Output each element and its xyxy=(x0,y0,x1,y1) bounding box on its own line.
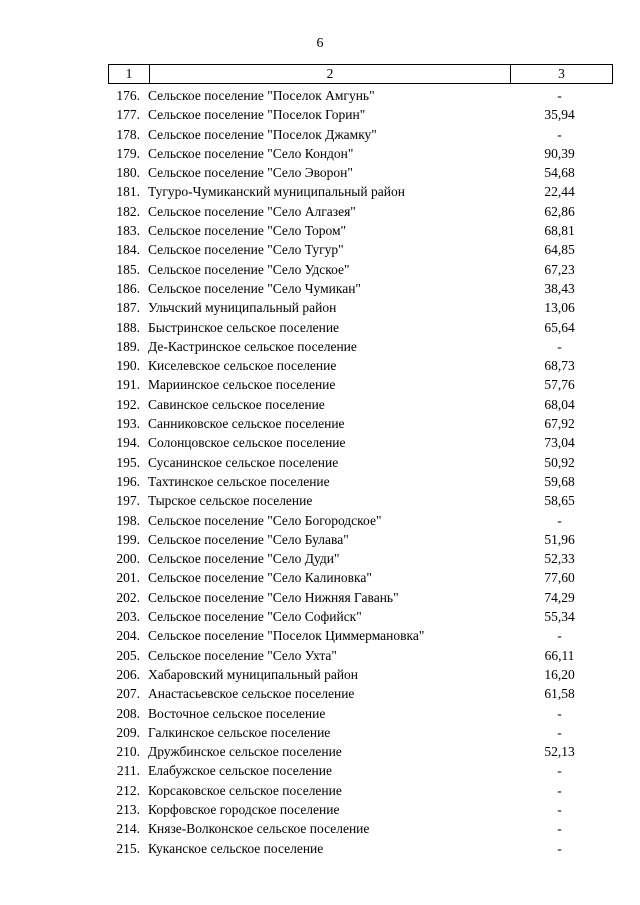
row-name: Сельское поселение "Поселок Циммермановка" xyxy=(148,628,425,644)
row-number: 180. xyxy=(116,165,140,181)
row-name: Восточное сельское поселение xyxy=(148,705,326,721)
row-number: 211. xyxy=(116,763,140,779)
row-number: 181. xyxy=(116,184,140,200)
row-name: Быстринское сельское поселение xyxy=(148,319,340,335)
row-number: 195. xyxy=(116,454,140,470)
row-value: 65,64 xyxy=(544,319,575,335)
table-row xyxy=(108,646,611,665)
row-value: 68,81 xyxy=(544,223,575,239)
table-row xyxy=(108,588,611,607)
row-name: Куканское сельское поселение xyxy=(148,840,324,856)
row-number: 177. xyxy=(116,107,140,123)
row-number: 201. xyxy=(116,570,140,586)
row-value: - xyxy=(557,801,562,817)
table-row xyxy=(108,144,611,163)
table-row xyxy=(108,318,611,337)
page-number: 6 xyxy=(316,36,324,51)
row-number: 214. xyxy=(116,821,140,837)
row-number: 206. xyxy=(116,666,140,682)
row-value: 68,73 xyxy=(544,358,575,374)
table-row xyxy=(108,742,611,761)
row-number: 190. xyxy=(116,358,140,374)
row-number: 176. xyxy=(116,88,140,103)
row-number: 187. xyxy=(116,300,140,316)
row-value: 57,76 xyxy=(544,377,575,393)
table-row xyxy=(108,781,611,800)
table-row xyxy=(108,125,611,144)
row-number: 212. xyxy=(116,782,140,798)
row-name: Сусанинское сельское поселение xyxy=(148,454,339,470)
row-value: - xyxy=(557,840,562,856)
column-header-3: 3 xyxy=(511,65,613,84)
row-value: 54,68 xyxy=(544,165,575,181)
table-row xyxy=(108,704,611,723)
table-row xyxy=(108,298,611,317)
row-number: 202. xyxy=(116,589,140,605)
row-number: 208. xyxy=(116,705,140,721)
row-name: Князе-Волконское сельское поселение xyxy=(148,821,370,837)
table-row xyxy=(108,530,611,549)
row-value: - xyxy=(557,338,562,354)
row-name: Де-Кастринское сельское поселение xyxy=(148,338,357,354)
row-number: 179. xyxy=(116,145,140,161)
column-header-1: 1 xyxy=(109,65,150,84)
row-number: 196. xyxy=(116,473,140,489)
table-row xyxy=(108,839,611,858)
row-value: - xyxy=(557,705,562,721)
row-value: - xyxy=(557,763,562,779)
table-row xyxy=(108,723,611,742)
column-header-table xyxy=(108,64,613,84)
row-value: 50,92 xyxy=(544,454,575,470)
row-name: Сельское поселение "Село Тором" xyxy=(148,223,347,239)
row-value: 77,60 xyxy=(544,570,575,586)
row-value: 16,20 xyxy=(544,666,575,682)
row-number: 209. xyxy=(116,724,140,740)
row-value: 61,58 xyxy=(544,686,575,702)
row-value: 58,65 xyxy=(544,493,575,509)
row-name: Анастасьевское сельское поселение xyxy=(148,686,355,702)
row-value: 59,68 xyxy=(544,473,575,489)
row-name: Дружбинское сельское поселение xyxy=(148,744,342,760)
table-row xyxy=(108,568,611,587)
row-value: 67,92 xyxy=(544,416,575,432)
table-row xyxy=(108,202,611,221)
row-name: Сельское поселение "Село Булава" xyxy=(148,531,349,547)
row-value: 90,39 xyxy=(544,145,575,161)
table-row xyxy=(108,163,611,182)
row-name: Ульчский муниципальный район xyxy=(148,300,337,316)
table-row xyxy=(108,105,611,124)
row-name: Галкинское сельское поселение xyxy=(148,724,331,740)
row-name: Сельское поселение "Поселок Амгунь" xyxy=(148,88,375,103)
row-value: 22,44 xyxy=(544,184,575,200)
table-row xyxy=(108,761,611,780)
row-name: Сельское поселение "Село Дуди" xyxy=(148,551,340,567)
row-name: Хабаровский муниципальный район xyxy=(148,666,359,682)
row-name: Тахтинское сельское поселение xyxy=(148,473,330,489)
row-number: 191. xyxy=(116,377,140,393)
row-number: 207. xyxy=(116,686,140,702)
table-row xyxy=(108,472,611,491)
row-value: 13,06 xyxy=(544,300,575,316)
row-name: Сельское поселение "Село Эворон" xyxy=(148,165,353,181)
table-row xyxy=(108,375,611,394)
table-row xyxy=(108,221,611,240)
row-name: Тырское сельское поселение xyxy=(148,493,313,509)
row-name: Санниковское сельское поселение xyxy=(148,416,345,432)
row-number: 194. xyxy=(116,435,140,451)
row-number: 186. xyxy=(116,280,140,296)
row-number: 210. xyxy=(116,744,140,760)
row-value: - xyxy=(557,512,562,528)
table-row xyxy=(108,279,611,298)
table-row xyxy=(108,86,611,105)
row-name: Савинское сельское поселение xyxy=(148,396,325,412)
row-value: 55,34 xyxy=(544,609,575,625)
table-body xyxy=(108,86,611,858)
row-number: 183. xyxy=(116,223,140,239)
table-row xyxy=(108,182,611,201)
column-header-row xyxy=(109,65,613,84)
table-row xyxy=(108,453,611,472)
row-name: Сельское поселение "Село Нижняя Гавань" xyxy=(148,589,399,605)
row-number: 185. xyxy=(116,261,140,277)
row-number: 192. xyxy=(116,396,140,412)
table-row xyxy=(108,240,611,259)
row-number: 188. xyxy=(116,319,140,335)
row-value: 38,43 xyxy=(544,280,575,296)
row-number: 182. xyxy=(116,203,140,219)
row-name: Сельское поселение "Село Софийск" xyxy=(148,609,362,625)
row-number: 193. xyxy=(116,416,140,432)
row-name: Сельское поселение "Село Удское" xyxy=(148,261,350,277)
row-value: 51,96 xyxy=(544,531,575,547)
row-number: 198. xyxy=(116,512,140,528)
row-name: Тугуро-Чумиканский муниципальный район xyxy=(148,184,405,200)
table-row xyxy=(108,549,611,568)
row-number: 184. xyxy=(116,242,140,258)
row-number: 205. xyxy=(116,647,140,663)
row-number: 200. xyxy=(116,551,140,567)
row-name: Корфовское городское поселение xyxy=(148,801,340,817)
row-name: Сельское поселение "Село Богородское" xyxy=(148,512,382,528)
row-value: 67,23 xyxy=(544,261,575,277)
row-value: 35,94 xyxy=(544,107,575,123)
row-number: 215. xyxy=(116,840,140,856)
row-number: 204. xyxy=(116,628,140,644)
row-name: Корсаковское сельское поселение xyxy=(148,782,342,798)
row-value: - xyxy=(557,821,562,837)
table-row xyxy=(108,607,611,626)
table-row xyxy=(108,356,611,375)
table-row xyxy=(108,491,611,510)
row-number: 199. xyxy=(116,531,140,547)
row-name: Сельское поселение "Село Ухта" xyxy=(148,647,337,663)
row-number: 178. xyxy=(116,126,140,142)
table-row xyxy=(108,800,611,819)
row-name: Сельское поселение "Поселок Джамку" xyxy=(148,126,377,142)
table-row xyxy=(108,626,611,645)
row-value: - xyxy=(557,88,562,103)
row-number: 197. xyxy=(116,493,140,509)
table-row xyxy=(108,511,611,530)
row-number: 189. xyxy=(116,338,140,354)
table-row xyxy=(108,414,611,433)
table-row xyxy=(108,260,611,279)
column-header-2: 2 xyxy=(150,65,511,84)
row-value: 64,85 xyxy=(544,242,575,258)
row-value: 52,13 xyxy=(544,744,575,760)
row-value: - xyxy=(557,628,562,644)
row-name: Сельское поселение "Село Чумикан" xyxy=(148,280,361,296)
table-row xyxy=(108,433,611,452)
row-name: Сельское поселение "Село Алгазея" xyxy=(148,203,356,219)
table-row xyxy=(108,819,611,838)
row-name: Солонцовское сельское поселение xyxy=(148,435,346,451)
row-value: 52,33 xyxy=(544,551,575,567)
row-value: 68,04 xyxy=(544,396,575,412)
table-row xyxy=(108,395,611,414)
row-name: Сельское поселение "Село Тугур" xyxy=(148,242,344,258)
table-row xyxy=(108,337,611,356)
row-number: 213. xyxy=(116,801,140,817)
row-value: 66,11 xyxy=(544,647,575,663)
table-row xyxy=(108,684,611,703)
row-value: 74,29 xyxy=(544,589,575,605)
row-name: Сельское поселение "Село Кондон" xyxy=(148,145,354,161)
row-name: Сельское поселение "Поселок Горин" xyxy=(148,107,366,123)
row-value: - xyxy=(557,126,562,142)
row-name: Сельское поселение "Село Калиновка" xyxy=(148,570,372,586)
row-value: 62,86 xyxy=(544,203,575,219)
row-name: Киселевское сельское поселение xyxy=(148,358,337,374)
row-name: Мариинское сельское поселение xyxy=(148,377,336,393)
row-value: 73,04 xyxy=(544,435,575,451)
row-name: Елабужское сельское поселение xyxy=(148,763,332,779)
table-row xyxy=(108,665,611,684)
row-value: - xyxy=(557,782,562,798)
row-value: - xyxy=(557,724,562,740)
row-number: 203. xyxy=(116,609,140,625)
